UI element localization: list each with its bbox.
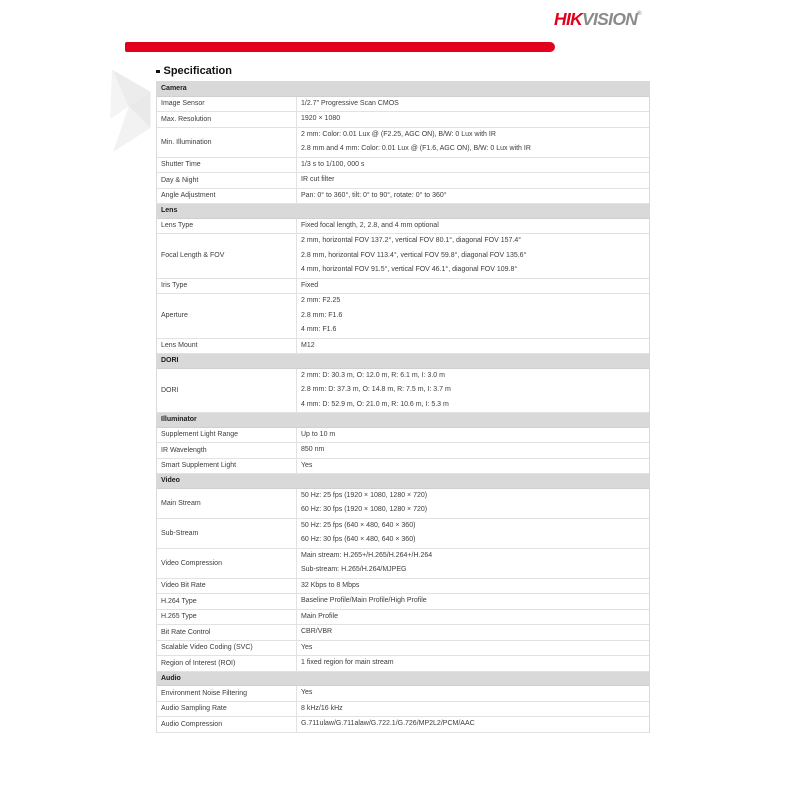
spec-label: Scalable Video Coding (SVC) — [157, 641, 297, 656]
spec-value — [297, 443, 649, 458]
spec-value — [297, 428, 649, 443]
spec-value-line: 2 mm: Color: 0.01 Lux @ (F2.25, AGC ON), B/W: 0 Lux with IR — [301, 130, 496, 138]
spec-label: H.264 Type — [157, 594, 297, 609]
heading-text: Specification — [163, 65, 232, 77]
spec-row — [157, 459, 649, 475]
spec-value-line: 2.8 mm, horizontal FOV 113.4°, vertical FOV 59.8°, diagonal FOV 135.6° — [301, 251, 527, 259]
spec-value — [297, 610, 649, 625]
spec-label: Environment Noise Filtering — [157, 686, 297, 701]
spec-label: IR Wavelength — [157, 443, 297, 458]
spec-value-line: 4 mm: D: 52.9 m, O: 21.0 m, R: 10.6 m, I: 5.3 m — [301, 400, 449, 408]
watermark-triangles-icon — [110, 66, 162, 152]
spec-row — [157, 234, 649, 279]
spec-label: H.265 Type — [157, 610, 297, 625]
spec-label: Region of Interest (ROI) — [157, 656, 297, 671]
spec-value — [297, 625, 649, 640]
spec-value-line: 1/3 s to 1/100, 000 s — [301, 160, 365, 168]
spec-value-line: 4 mm, horizontal FOV 91.5°, vertical FOV 46.1°, diagonal FOV 109.8° — [301, 266, 518, 273]
spec-row — [157, 189, 649, 205]
spec-value — [297, 173, 649, 188]
spec-value-line: 60 Hz: 30 fps (640 × 480, 640 × 360) — [301, 536, 416, 543]
spec-value — [297, 189, 649, 204]
spec-row — [157, 641, 649, 657]
spec-label: Aperture — [157, 294, 297, 338]
spec-value — [297, 112, 649, 127]
spec-value-line: 2 mm: F2.25 — [301, 297, 341, 304]
logo-vision-text: VISION — [582, 9, 638, 29]
specification-heading — [156, 64, 232, 79]
spec-value — [297, 294, 649, 338]
spec-value — [297, 641, 649, 656]
spec-row — [157, 219, 649, 235]
spec-value-line: Fixed — [301, 281, 319, 289]
spec-label: Video Compression — [157, 549, 297, 578]
spec-value-line: Up to 10 m — [301, 430, 336, 438]
spec-row — [157, 549, 649, 579]
spec-row — [157, 279, 649, 295]
spec-value — [297, 234, 649, 278]
spec-value — [297, 128, 649, 157]
spec-value — [297, 686, 649, 701]
spec-label: DORI — [157, 369, 297, 413]
spec-label: Lens Type — [157, 219, 297, 234]
spec-row — [157, 656, 649, 672]
spec-row — [157, 294, 649, 339]
hikvision-logo — [554, 9, 642, 29]
spec-row — [157, 443, 649, 459]
spec-row — [157, 112, 649, 128]
section-header: Lens — [157, 204, 649, 219]
spec-value-line: 2.8 mm: F1.6 — [301, 311, 343, 319]
spec-row — [157, 428, 649, 444]
section-header: Audio — [157, 672, 649, 687]
spec-value-line: Main Profile — [301, 612, 338, 620]
spec-label: Video Bit Rate — [157, 579, 297, 594]
spec-value-line: 4 mm: F1.6 — [301, 326, 337, 333]
spec-value — [297, 279, 649, 294]
spec-label: Main Stream — [157, 489, 297, 518]
spec-value — [297, 579, 649, 594]
spec-value-line: 32 Kbps to 8 Mbps — [301, 581, 360, 589]
spec-label: Sub-Stream — [157, 519, 297, 548]
spec-row — [157, 717, 649, 733]
spec-value-line: M12 — [301, 341, 315, 349]
spec-row — [157, 594, 649, 610]
spec-value — [297, 339, 649, 354]
section-header: DORI — [157, 354, 649, 369]
spec-value-line: 2 mm: D: 30.3 m, O: 12.0 m, R: 6.1 m, I: 3.0 m — [301, 371, 445, 379]
spec-value-line: Sub-stream: H.265/H.264/MJPEG — [301, 566, 407, 573]
spec-value — [297, 369, 649, 413]
spec-row — [157, 579, 649, 595]
spec-value-line: 1/2.7" Progressive Scan CMOS — [301, 99, 399, 107]
section-header: Video — [157, 474, 649, 489]
spec-value — [297, 702, 649, 717]
spec-value — [297, 97, 649, 112]
spec-label: Lens Mount — [157, 339, 297, 354]
spec-value — [297, 158, 649, 173]
spec-value-line: Yes — [301, 689, 313, 696]
spec-value-line: Pan: 0° to 360°, tilt: 0° to 90°, rotate: 0° to 360° — [301, 191, 447, 199]
spec-value-line: 1920 × 1080 — [301, 115, 341, 122]
logo-hik-text: HIK — [554, 9, 583, 29]
spec-value-line: 1 fixed region for main stream — [301, 659, 394, 666]
spec-value-line: Baseline Profile/Main Profile/High Profile — [301, 597, 427, 604]
spec-label: Image Sensor — [157, 97, 297, 112]
spec-label: Focal Length & FOV — [157, 234, 297, 278]
spec-value-line: 50 Hz: 25 fps (1920 × 1080, 1280 × 720) — [301, 491, 428, 499]
registered-trademark-icon: ® — [637, 11, 642, 17]
spec-row — [157, 128, 649, 158]
spec-value-line: 60 Hz: 30 fps (1920 × 1080, 1280 × 720) — [301, 506, 428, 513]
spec-row — [157, 610, 649, 626]
spec-value-line: IR cut filter — [301, 176, 335, 183]
spec-row — [157, 173, 649, 189]
spec-row — [157, 519, 649, 549]
spec-value-line: 50 Hz: 25 fps (640 × 480, 640 × 360) — [301, 521, 416, 529]
spec-value-line: G.711ulaw/G.711alaw/G.722.1/G.726/MP2L2/PCM/AAC — [301, 720, 475, 727]
spec-label: Audio Compression — [157, 717, 297, 732]
spec-table — [156, 81, 650, 733]
spec-label: Smart Supplement Light — [157, 459, 297, 474]
spec-value — [297, 594, 649, 609]
spec-label: Bit Rate Control — [157, 625, 297, 640]
spec-value-line: 850 nm — [301, 446, 325, 453]
spec-value — [297, 459, 649, 474]
spec-value — [297, 219, 649, 234]
spec-label: Day & Night — [157, 173, 297, 188]
spec-row — [157, 702, 649, 718]
spec-label: Shutter Time — [157, 158, 297, 173]
spec-value — [297, 549, 649, 578]
spec-row — [157, 369, 649, 414]
spec-label: Iris Type — [157, 279, 297, 294]
spec-value — [297, 717, 649, 732]
spec-value-line: 2 mm, horizontal FOV 137.2°, vertical FOV 80.1°, diagonal FOV 157.4° — [301, 237, 522, 244]
spec-label: Audio Sampling Rate — [157, 702, 297, 717]
spec-value-line: Yes — [301, 643, 313, 651]
red-divider-bar — [125, 42, 555, 52]
spec-label: Min. Illumination — [157, 128, 297, 157]
spec-value-line: 8 kHz/16 kHz — [301, 704, 343, 712]
spec-value-line: 2.8 mm and 4 mm: Color: 0.01 Lux @ (F1.6, AGC ON), B/W: 0 Lux with IR — [301, 145, 531, 152]
spec-value-line: 2.8 mm: D: 37.3 m, O: 14.8 m, R: 7.5 m, I: 3.7 m — [301, 386, 451, 393]
section-header: Camera — [157, 82, 649, 97]
spec-row — [157, 339, 649, 355]
spec-label: Supplement Light Range — [157, 428, 297, 443]
square-bullet-icon — [156, 70, 160, 74]
spec-label: Max. Resolution — [157, 112, 297, 127]
spec-value — [297, 656, 649, 671]
spec-row — [157, 625, 649, 641]
spec-value — [297, 519, 649, 548]
spec-value-line: Main stream: H.265+/H.265/H.264+/H.264 — [301, 551, 433, 559]
spec-value-line: Yes — [301, 461, 313, 469]
spec-value-line: CBR/VBR — [301, 628, 333, 635]
section-header: Illuminator — [157, 413, 649, 428]
spec-value — [297, 489, 649, 518]
spec-row — [157, 97, 649, 113]
spec-row — [157, 686, 649, 702]
spec-row — [157, 158, 649, 174]
spec-value-line: Fixed focal length, 2, 2.8, and 4 mm optional — [301, 221, 439, 229]
spec-row — [157, 489, 649, 519]
spec-label: Angle Adjustment — [157, 189, 297, 204]
